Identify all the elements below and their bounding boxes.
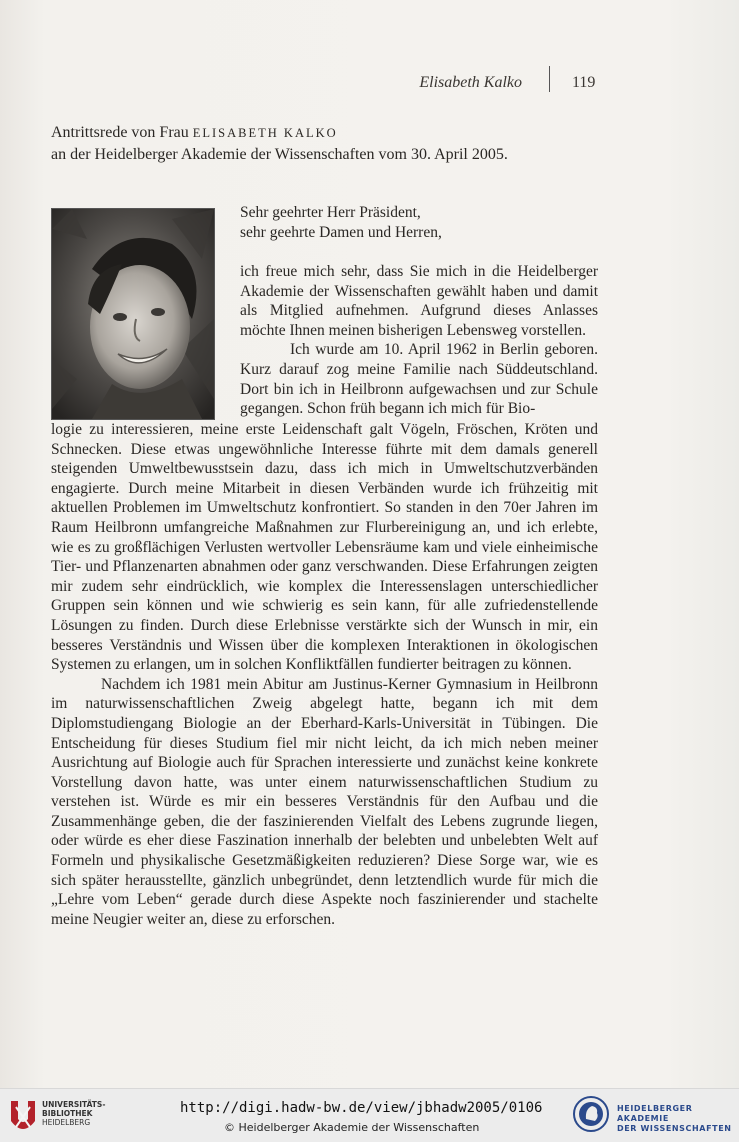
digitization-footer xyxy=(0,1088,739,1142)
paragraph-biography-continued: logie zu interessieren, meine erste Leidenschaft galt Vögeln, Fröschen, Kröten und Schnecken. Diese etwas ungewöhnliche Interesse führte mit dem damals generell steigenden Umweltbewusstsein dazu, dass ich mich in Umweltschutzverbänden engagierte. Durch meine Mitarbeit in diesen Verbänden wurde ich frühzeitig mit aktuellen Problemen im Umweltschutz konfrontiert. So standen in den 70er Jahren im Raum Heilbronn umfangreiche Maßnahmen zur Flurbereinigung an, und ich erlebte, wie es zu großflächigen Verlusten wertvoller Lebensräume kam und viele einheimische Tier- und Pflanzenarten abnahmen oder ganz verschwanden. Diese Erfahrungen zeigten mir zudem sehr eindrücklich, wie komplex die Interessenslagen unterschiedlicher Gruppen sein können und wie schwierig es sein kann, für alle zufriedenstellende Lösungen zu finden. Durch diese Erlebnisse verstärkte sich der Wunsch in mir, ein besseres Verständnis und Wissen über die komplexen Interaktionen in ökologischen Systemen zu erlangen, um in solchen Konfliktfällen fundierter beitragen zu können. xyxy=(51,421,598,674)
header-divider xyxy=(549,66,550,92)
paragraph-intro: ich freue mich sehr, dass Sie mich in die Heidelberger Akademie der Wissenschaften gewählt haben und damit als Mitglied aufnehmen. Aufgrund dieses Anlasses möchte Ihnen meinen bisherigen Lebensweg vorstellen. xyxy=(240,263,598,339)
body-full-width-text xyxy=(51,420,598,929)
body-column-text xyxy=(240,262,598,419)
academy-name xyxy=(617,1104,739,1134)
paragraph-biography-start: Ich wurde am 10. April 1962 in Berlin geboren. Kurz darauf zog meine Familie nach Süddeutschland. Dort bin ich in Heilbronn aufgewachsen und zur Schule gegangen. Schon früh begann ich mich für Bio- xyxy=(240,341,598,418)
academy-seal-icon xyxy=(572,1095,610,1133)
portrait-image xyxy=(52,209,214,419)
copyright-notice: © Heidelberger Akademie der Wissenschaften xyxy=(224,1121,480,1134)
library-line-1: UNIVERSITÄTS- xyxy=(42,1100,106,1109)
paragraph-studies: Nachdem ich 1981 mein Abitur am Justinus-Kerner Gymnasium in Heilbronn im naturwissenschaftlichen Zweig abgelegt hatte, begann ich mit dem Diplomstudiengang Biologie an der Eberhard-Karls-Universität in Tübingen. Die Entscheidung für dieses Studium fiel mir nicht leicht, da ich mich neben meiner Ausrichtung auf Biologie auch für Sprachen interessierte und zunächst keine konkrete Vorstellung davon hatte, was unter einem naturwissenschaftlichen Studium zu verstehen ist. Würde es mir ein besseres Verständnis für den Aufbau und die Zusammenhänge geben, die der faszinierenden Vielfalt des Lebens zugrunde liegen, oder würde es eher diese Faszination innerhalb der belebten und unbelebten Welt auf Formeln und physikalische Gesetzmäßigkeiten reduzieren? Diese Sorge war, wie es sich später herausstellte, gänzlich unbegründet, denn letztendlich wurde für mich die „Lehre vom Leben“ gerade durch diese Aspekte noch faszinierender und stachelte meine Neugier weiter an, diese zu erforschen. xyxy=(51,675,598,928)
academy-line-2: DER WISSENSCHAFTEN xyxy=(617,1124,732,1133)
library-line-2: BIBLIOTHEK xyxy=(42,1109,93,1118)
title-name: ELISABETH KALKO xyxy=(192,126,338,140)
speech-title xyxy=(51,122,611,166)
title-prefix: Antrittsrede von Frau xyxy=(51,124,189,141)
permalink-url[interactable]: http://digi.hadw-bw.de/view/jbhadw2005/0106 xyxy=(180,1100,543,1116)
library-name xyxy=(42,1100,105,1127)
greeting-line-1: Sehr geehrter Herr Präsident, xyxy=(240,204,421,221)
running-header-author: Elisabeth Kalko xyxy=(419,74,522,91)
library-line-3: HEIDELBERG xyxy=(42,1118,91,1127)
author-portrait xyxy=(51,208,215,420)
greeting-line-2: sehr geehrte Damen und Herren, xyxy=(240,223,442,241)
page-number: 119 xyxy=(572,74,596,91)
title-line2: an der Heidelberger Akademie der Wissenschaften vom 30. April 2005. xyxy=(51,146,508,163)
library-logo-icon xyxy=(8,1097,38,1133)
academy-line-1: HEIDELBERGER AKADEMIE xyxy=(617,1104,693,1123)
greeting xyxy=(240,203,600,242)
